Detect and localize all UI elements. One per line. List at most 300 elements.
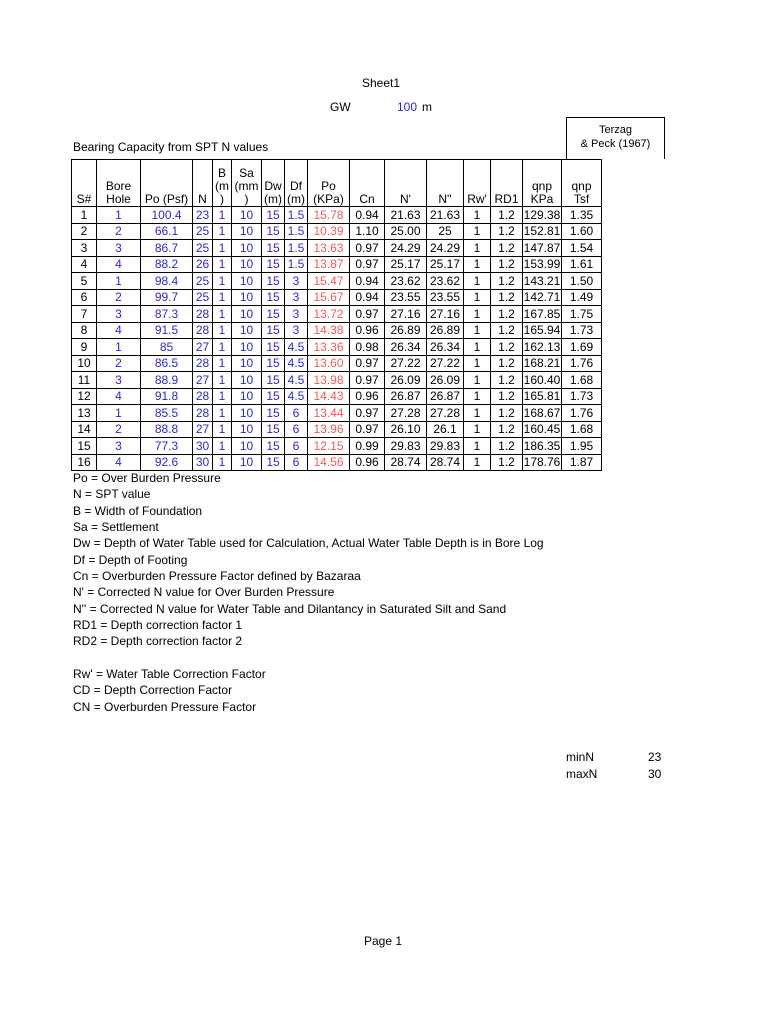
cell-po-psf: 99.7 — [141, 289, 193, 306]
cell-sa: 10 — [232, 421, 262, 438]
cell-po-kpa: 13.72 — [308, 306, 350, 323]
header-text: Bore — [105, 179, 132, 193]
cell-b: 1 — [213, 289, 232, 306]
header-qnp-kpa — [523, 160, 562, 207]
cell-n-prime: 28.74 — [385, 454, 427, 471]
cell-b: 1 — [213, 223, 232, 240]
cell-n-prime: 25.17 — [385, 256, 427, 273]
cell-qnp-tsf: 1.68 — [562, 372, 602, 389]
section-title: Bearing Capacity from SPT N values — [73, 140, 269, 154]
cell-cn: 1.10 — [350, 223, 385, 240]
cell-n-prime: 21.63 — [385, 207, 427, 224]
sheet-title: Sheet1 — [362, 76, 401, 90]
cell-n-double-prime: 21.63 — [427, 207, 464, 224]
cell-po-kpa: 13.36 — [308, 339, 350, 356]
cell-dw: 15 — [262, 207, 285, 224]
cell-dw: 15 — [262, 273, 285, 290]
cell-po-kpa: 13.44 — [308, 405, 350, 422]
cell-dw: 15 — [262, 388, 285, 405]
cell-n-double-prime: 29.83 — [427, 438, 464, 455]
note-line: B = Width of Foundation — [73, 503, 203, 518]
cell-cn: 0.96 — [350, 454, 385, 471]
cell-n: 27 — [193, 421, 213, 438]
cell-df: 4.5 — [285, 372, 308, 389]
cell-bore-hole: 3 — [97, 240, 141, 257]
header-text: (KPa) — [313, 192, 344, 206]
cell-po-psf: 88.9 — [141, 372, 193, 389]
table-row — [72, 322, 602, 339]
cell-n: 23 — [193, 207, 213, 224]
note-line: Rw' = Water Table Correction Factor — [73, 667, 266, 682]
cell-s-no: 14 — [72, 421, 97, 438]
cell-s-no: 3 — [72, 240, 97, 257]
cell-po-kpa: 13.60 — [308, 355, 350, 372]
cell-dw: 15 — [262, 421, 285, 438]
table-row — [72, 438, 602, 455]
cell-df: 6 — [285, 421, 308, 438]
header-text: (m) — [264, 192, 282, 206]
terzag-line2: & Peck (1967) — [580, 138, 651, 150]
cell-qnp-kpa: 167.85 — [523, 306, 561, 321]
table-row — [72, 256, 602, 273]
cell-cn: 0.94 — [350, 273, 385, 290]
cell-b: 1 — [213, 388, 232, 405]
cell-po-kpa: 10.39 — [308, 223, 350, 240]
cell-s-no: 9 — [72, 339, 97, 356]
cell-n-double-prime: 25.17 — [427, 256, 464, 273]
cell-b: 1 — [213, 207, 232, 224]
cell-cn: 0.94 — [350, 289, 385, 306]
cell-dw: 15 — [262, 322, 285, 339]
table-row — [72, 240, 602, 257]
cell-s-no: 2 — [72, 223, 97, 240]
cell-rw: 1 — [464, 372, 491, 389]
header-s-no — [72, 160, 97, 207]
header-sa — [232, 160, 262, 207]
terzag-line1: Terzag — [598, 124, 633, 136]
cell-dw: 15 — [262, 256, 285, 273]
cell-n-prime: 27.16 — [385, 306, 427, 323]
cell-n-double-prime: 25 — [427, 223, 464, 240]
cell-bore-hole: 4 — [97, 454, 141, 471]
header-n — [193, 160, 213, 207]
header-text: Tsf — [573, 192, 590, 206]
cell-df: 1.5 — [285, 240, 308, 257]
cell-rd1: 1.2 — [491, 355, 523, 372]
cell-n: 25 — [193, 223, 213, 240]
cell-po-psf: 85.5 — [141, 405, 193, 422]
cell-b: 1 — [213, 240, 232, 257]
cell-rw: 1 — [464, 289, 491, 306]
cell-n-prime: 26.09 — [385, 372, 427, 389]
cell-qnp-kpa: 160.45 — [523, 422, 561, 437]
cell-s-no: 1 — [72, 207, 97, 224]
cell-df: 3 — [285, 273, 308, 290]
max-n-value: 30 — [648, 767, 662, 781]
cell-b: 1 — [213, 405, 232, 422]
cell-n: 26 — [193, 256, 213, 273]
cell-rd1: 1.2 — [491, 240, 523, 257]
cell-n-prime: 24.29 — [385, 240, 427, 257]
cell-po-psf: 100.4 — [141, 207, 193, 224]
header-text: qnp — [531, 179, 553, 193]
cell-n-prime: 25.00 — [385, 223, 427, 240]
cell-cn: 0.97 — [350, 256, 385, 273]
gw-label: GW — [330, 100, 351, 114]
table-body — [72, 207, 602, 471]
note-line: Cn = Overburden Pressure Factor defined by Bazaraa — [73, 569, 361, 584]
cell-qnp-kpa: 152.81 — [523, 224, 561, 239]
header-rw — [464, 160, 491, 207]
note-line: RD2 = Depth correction factor 2 — [73, 634, 243, 649]
cell-sa: 10 — [232, 454, 262, 471]
header-text: Sa — [239, 166, 254, 180]
cell-rw: 1 — [464, 388, 491, 405]
note-line: Po = Over Burden Pressure — [73, 471, 221, 485]
cell-n-double-prime: 28.74 — [427, 454, 464, 471]
cell-sa: 10 — [232, 306, 262, 323]
cell-dw: 15 — [262, 223, 285, 240]
cell-n-prime: 26.89 — [385, 322, 427, 339]
header-cn — [350, 160, 385, 207]
cell-bore-hole: 4 — [97, 388, 141, 405]
cell-df: 4.5 — [285, 355, 308, 372]
cell-sa: 10 — [232, 223, 262, 240]
cell-qnp-kpa: 165.81 — [523, 389, 561, 404]
header-text: (m) — [287, 192, 305, 206]
cell-po-psf: 92.6 — [141, 454, 193, 471]
cell-rd1: 1.2 — [491, 289, 523, 306]
cell-qnp-kpa: 186.35 — [523, 438, 561, 453]
cell-rd1: 1.2 — [491, 223, 523, 240]
cell-cn: 0.97 — [350, 421, 385, 438]
cell-bore-hole: 3 — [97, 306, 141, 323]
cell-qnp-tsf: 1.50 — [562, 273, 602, 290]
cell-cn: 0.96 — [350, 322, 385, 339]
cell-qnp-kpa: 142.71 — [523, 290, 561, 305]
cell-rw: 1 — [464, 339, 491, 356]
cell-sa: 10 — [232, 207, 262, 224]
table-row — [72, 339, 602, 356]
cell-sa: 10 — [232, 289, 262, 306]
cell-s-no: 7 — [72, 306, 97, 323]
cell-sa: 10 — [232, 372, 262, 389]
cell-s-no: 12 — [72, 388, 97, 405]
cell-po-kpa: 13.98 — [308, 372, 350, 389]
cell-n-prime: 27.28 — [385, 405, 427, 422]
cell-s-no: 16 — [72, 454, 97, 471]
table-row — [72, 306, 602, 323]
cell-b: 1 — [213, 372, 232, 389]
cell-rd1: 1.2 — [491, 372, 523, 389]
cell-bore-hole: 3 — [97, 438, 141, 455]
cell-n-double-prime: 23.62 — [427, 273, 464, 290]
cell-dw: 15 — [262, 438, 285, 455]
cell-bore-hole: 1 — [97, 273, 141, 290]
cell-po-kpa: 12.15 — [308, 438, 350, 455]
cell-b: 1 — [213, 438, 232, 455]
cell-bore-hole: 4 — [97, 322, 141, 339]
cell-b: 1 — [213, 454, 232, 471]
cell-dw: 15 — [262, 355, 285, 372]
cell-df: 1.5 — [285, 207, 308, 224]
cell-cn: 0.96 — [350, 388, 385, 405]
cell-qnp-tsf: 1.75 — [562, 306, 602, 323]
cell-po-kpa: 13.96 — [308, 421, 350, 438]
cell-po-psf: 88.8 — [141, 421, 193, 438]
cell-qnp-tsf: 1.54 — [562, 240, 602, 257]
terzag-peck-header — [566, 117, 665, 159]
cell-b: 1 — [213, 256, 232, 273]
cell-dw: 15 — [262, 372, 285, 389]
cell-qnp-tsf: 1.49 — [562, 289, 602, 306]
cell-rd1: 1.2 — [491, 322, 523, 339]
cell-n: 27 — [193, 339, 213, 356]
note-line: RD1 = Depth correction factor 1 — [73, 618, 243, 633]
cell-sa: 10 — [232, 240, 262, 257]
cell-rw: 1 — [464, 421, 491, 438]
table-row — [72, 388, 602, 405]
cell-n: 27 — [193, 372, 213, 389]
cell-n: 30 — [193, 438, 213, 455]
cell-b: 1 — [213, 306, 232, 323]
header-po-kpa — [308, 160, 350, 207]
note-line: N' = Corrected N value for Over Burden Pressure — [73, 585, 335, 600]
cell-df: 6 — [285, 405, 308, 422]
cell-bore-hole: 1 — [97, 405, 141, 422]
cell-sa: 10 — [232, 256, 262, 273]
cell-s-no: 10 — [72, 355, 97, 372]
cell-n-prime: 23.62 — [385, 273, 427, 290]
cell-rw: 1 — [464, 405, 491, 422]
cell-n: 28 — [193, 355, 213, 372]
cell-qnp-kpa: 143.21 — [523, 273, 561, 288]
cell-rw: 1 — [464, 223, 491, 240]
cell-n-prime: 29.83 — [385, 438, 427, 455]
cell-df: 6 — [285, 454, 308, 471]
cell-rw: 1 — [464, 454, 491, 471]
cell-qnp-tsf: 1.73 — [562, 388, 602, 405]
cell-n-prime: 27.22 — [385, 355, 427, 372]
cell-bore-hole: 2 — [97, 223, 141, 240]
cell-df: 6 — [285, 438, 308, 455]
cell-rd1: 1.2 — [491, 273, 523, 290]
cell-s-no: 5 — [72, 273, 97, 290]
header-text: qnp — [571, 179, 592, 193]
cell-po-psf: 77.3 — [141, 438, 193, 455]
cell-sa: 10 — [232, 355, 262, 372]
cell-sa: 10 — [232, 405, 262, 422]
cell-rw: 1 — [464, 256, 491, 273]
cell-s-no: 8 — [72, 322, 97, 339]
cell-qnp-tsf: 1.76 — [562, 355, 602, 372]
cell-rw: 1 — [464, 306, 491, 323]
cell-df: 4.5 — [285, 388, 308, 405]
cell-po-psf: 87.3 — [141, 306, 193, 323]
header-qnp-tsf — [562, 160, 602, 207]
cell-po-psf: 86.5 — [141, 355, 193, 372]
cell-bore-hole: 1 — [97, 207, 141, 224]
cell-df: 3 — [285, 322, 308, 339]
header-po-psf — [141, 160, 193, 207]
cell-po-psf: 91.5 — [141, 322, 193, 339]
cell-n-double-prime: 26.87 — [427, 388, 464, 405]
gw-value: 100 — [397, 100, 418, 114]
header-b — [213, 160, 232, 207]
cell-qnp-kpa: 165.94 — [523, 323, 561, 338]
cell-b: 1 — [213, 355, 232, 372]
cell-cn: 0.97 — [350, 306, 385, 323]
table-row — [72, 405, 602, 422]
note-line: N = SPT value — [73, 487, 151, 502]
cell-rw: 1 — [464, 438, 491, 455]
cell-qnp-tsf: 1.35 — [562, 207, 602, 224]
cell-n: 28 — [193, 306, 213, 323]
cell-qnp-tsf: 1.76 — [562, 405, 602, 422]
cell-po-kpa: 14.43 — [308, 388, 350, 405]
note-line: CD = Depth Correction Factor — [73, 683, 233, 698]
header-text: Po (Psf) — [144, 192, 189, 206]
cell-rd1: 1.2 — [491, 405, 523, 422]
cell-rd1: 1.2 — [491, 207, 523, 224]
table-row — [72, 273, 602, 290]
cell-n-prime: 26.10 — [385, 421, 427, 438]
header-text: N — [198, 192, 207, 206]
header-text: Po — [321, 179, 336, 193]
table-row — [72, 207, 602, 224]
cell-n-double-prime: 24.29 — [427, 240, 464, 257]
cell-n: 25 — [193, 289, 213, 306]
cell-rd1: 1.2 — [491, 388, 523, 405]
cell-sa: 10 — [232, 339, 262, 356]
cell-rd1: 1.2 — [491, 339, 523, 356]
cell-rw: 1 — [464, 322, 491, 339]
page-footer: Page 1 — [364, 934, 403, 948]
cell-df: 4.5 — [285, 339, 308, 356]
cell-po-kpa: 15.78 — [308, 207, 350, 224]
cell-qnp-kpa: 178.76 — [523, 455, 561, 470]
min-n-value: 23 — [648, 750, 662, 764]
cell-sa: 10 — [232, 438, 262, 455]
cell-n-prime: 26.34 — [385, 339, 427, 356]
cell-rw: 1 — [464, 240, 491, 257]
header-bore-hole — [97, 160, 141, 207]
note-line: Dw = Depth of Water Table used for Calculation, Actual Water Table Depth is in Bore Log — [73, 536, 544, 551]
header-text: Df — [290, 179, 302, 193]
cell-rd1: 1.2 — [491, 454, 523, 471]
table-row — [72, 223, 602, 240]
cell-n-prime: 26.87 — [385, 388, 427, 405]
cell-df: 3 — [285, 289, 308, 306]
header-text: ) — [220, 192, 224, 206]
header-n-prime — [385, 160, 427, 207]
cell-bore-hole: 3 — [97, 372, 141, 389]
note-line: N'' = Corrected N value for Water Table and Dilantancy in Saturated Silt and Sand — [73, 601, 507, 616]
cell-bore-hole: 2 — [97, 355, 141, 372]
cell-rd1: 1.2 — [491, 438, 523, 455]
cell-cn: 0.97 — [350, 372, 385, 389]
header-text: Dw — [264, 179, 282, 193]
header-text: Cn — [359, 192, 375, 206]
header-df — [285, 160, 308, 207]
cell-cn: 0.97 — [350, 405, 385, 422]
table-row — [72, 372, 602, 389]
cell-qnp-tsf: 1.69 — [562, 339, 602, 356]
cell-qnp-kpa: 168.21 — [523, 356, 561, 371]
cell-df: 3 — [285, 306, 308, 323]
cell-s-no: 13 — [72, 405, 97, 422]
cell-cn: 0.99 — [350, 438, 385, 455]
cell-qnp-tsf: 1.68 — [562, 421, 602, 438]
cell-bore-hole: 4 — [97, 256, 141, 273]
cell-po-kpa: 13.87 — [308, 256, 350, 273]
header-n-double-prime — [427, 160, 464, 207]
cell-n-prime: 23.55 — [385, 289, 427, 306]
cell-n-double-prime: 27.28 — [427, 405, 464, 422]
cell-n-double-prime: 26.34 — [427, 339, 464, 356]
cell-qnp-tsf: 1.95 — [562, 438, 602, 455]
cell-po-kpa: 13.63 — [308, 240, 350, 257]
header-text: N'' — [438, 192, 452, 206]
cell-rd1: 1.2 — [491, 306, 523, 323]
header-text: (m — [215, 179, 229, 193]
legend-notes — [73, 470, 544, 715]
cell-b: 1 — [213, 421, 232, 438]
cell-bore-hole: 1 — [97, 339, 141, 356]
cell-n-double-prime: 26.09 — [427, 372, 464, 389]
cell-s-no: 15 — [72, 438, 97, 455]
cell-n: 28 — [193, 388, 213, 405]
cell-n-double-prime: 27.22 — [427, 355, 464, 372]
cell-qnp-kpa: 162.13 — [523, 339, 561, 354]
cell-rd1: 1.2 — [491, 421, 523, 438]
cell-qnp-kpa: 168.67 — [523, 405, 561, 420]
cell-qnp-tsf: 1.87 — [562, 454, 602, 471]
cell-df: 1.5 — [285, 256, 308, 273]
cell-s-no: 11 — [72, 372, 97, 389]
cell-n-double-prime: 26.1 — [427, 421, 464, 438]
cell-s-no: 6 — [72, 289, 97, 306]
cell-sa: 10 — [232, 273, 262, 290]
cell-s-no: 4 — [72, 256, 97, 273]
cell-dw: 15 — [262, 306, 285, 323]
note-line: Df = Depth of Footing — [73, 552, 188, 567]
cell-po-psf: 85 — [141, 339, 193, 356]
header-text: S# — [76, 192, 92, 206]
cell-qnp-kpa: 129.38 — [523, 207, 561, 222]
cell-bore-hole: 2 — [97, 421, 141, 438]
cell-cn: 0.97 — [350, 240, 385, 257]
cell-cn: 0.94 — [350, 207, 385, 224]
note-line: CN = Overburden Pressure Factor — [73, 699, 257, 714]
cell-qnp-tsf: 1.60 — [562, 223, 602, 240]
header-text: N' — [400, 192, 411, 206]
cell-df: 1.5 — [285, 223, 308, 240]
table-row — [72, 454, 602, 471]
cell-po-psf: 66.1 — [141, 223, 193, 240]
header-dw — [262, 160, 285, 207]
header-text: B — [217, 166, 226, 180]
note-line: Sa = Settlement — [73, 520, 159, 535]
cell-b: 1 — [213, 339, 232, 356]
cell-rw: 1 — [464, 207, 491, 224]
note-line — [73, 650, 544, 666]
cell-b: 1 — [213, 322, 232, 339]
cell-dw: 15 — [262, 405, 285, 422]
cell-po-psf: 91.8 — [141, 388, 193, 405]
table-header-row — [72, 160, 602, 207]
header-text: RD1 — [494, 192, 519, 206]
